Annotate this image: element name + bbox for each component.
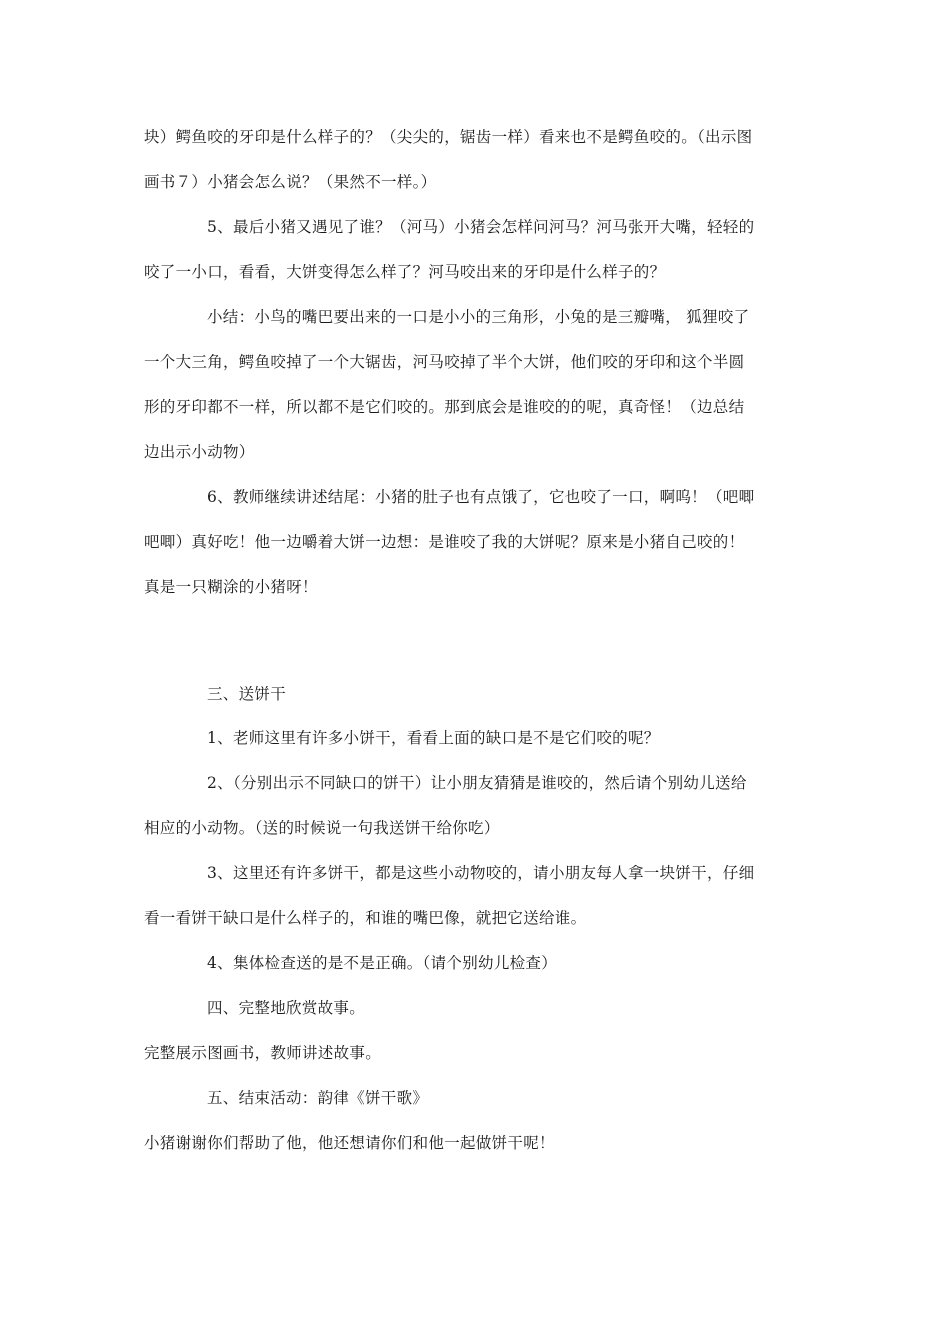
paragraph-line: 6、教师继续讲述结尾：小猪的肚子也有点饿了，它也咬了一口，啊呜！（吧唧 — [207, 488, 755, 506]
section-heading: 四、完整地欣赏故事。 — [207, 999, 366, 1017]
paragraph-line: 小猪谢谢你们帮助了他，他还想请你们和他一起做饼干呢！ — [144, 1134, 555, 1152]
paragraph-line: 真是一只糊涂的小猪呀！ — [144, 578, 318, 596]
paragraph-line: 相应的小动物。（送的时候说一句我送饼干给你吃） — [144, 819, 500, 837]
paragraph-line: 块）鳄鱼咬的牙印是什么样子的？（尖尖的，锯齿一样）看来也不是鳄鱼咬的。（出示图 — [144, 128, 753, 146]
summary-line: 一个大三角，鳄鱼咬掉了一个大锯齿，河马咬掉了半个大饼，他们咬的牙印和这个半圆 — [144, 353, 745, 371]
paragraph-line: 3、这里还有许多饼干，都是这些小动物咬的，请小朋友每人拿一块饼干，仔细 — [207, 864, 755, 882]
paragraph-line: 看一看饼干缺口是什么样子的，和谁的嘴巴像，就把它送给谁。 — [144, 909, 587, 927]
paragraph-line: 吧唧）真好吃！他一边嚼着大饼一边想：是谁咬了我的大饼呢？原来是小猪自己咬的！ — [144, 533, 745, 551]
summary-line: 形的牙印都不一样，所以都不是它们咬的。那到底会是谁咬的的呢，真奇怪！（边总结 — [144, 398, 745, 416]
paragraph-line: 1、老师这里有许多小饼干，看看上面的缺口是不是它们咬的呢？ — [207, 729, 660, 747]
paragraph-line: 完整展示图画书，教师讲述故事。 — [144, 1044, 382, 1062]
paragraph-line: 2、（分别出示不同缺口的饼干）让小朋友猜猜是谁咬的，然后请个别幼儿送给 — [207, 774, 747, 792]
summary-line: 边出示小动物） — [144, 443, 255, 461]
paragraph-line: 4、集体检查送的是不是正确。（请个别幼儿检查） — [207, 954, 558, 972]
paragraph-line: 咬了一小口，看看，大饼变得怎么样了？河马咬出来的牙印是什么样子的？ — [144, 263, 666, 281]
paragraph-line: 画书７）小猪会怎么说？（果然不一样。） — [144, 173, 437, 191]
summary-line: 小结：小鸟的嘴巴要出来的一口是小小的三角形，小兔的是三瓣嘴， 狐狸咬了 — [207, 308, 750, 326]
paragraph-line: 5、最后小猪又遇见了谁？（河马）小猪会怎样问河马？河马张开大嘴，轻轻的 — [207, 218, 755, 236]
section-heading: 三、送饼干 — [207, 685, 287, 703]
section-heading: 五、结束活动：韵律《饼干歌》 — [207, 1089, 429, 1107]
